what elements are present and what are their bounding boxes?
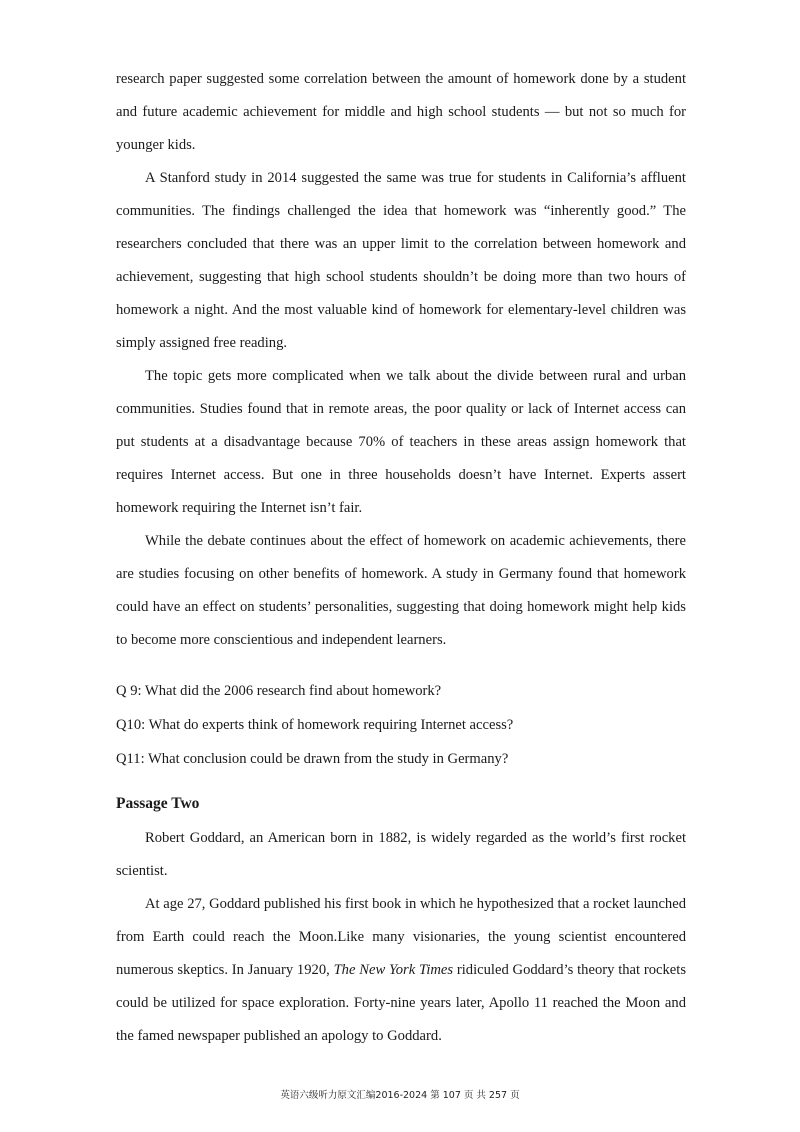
passage2-paragraph-2	[116, 888, 686, 1053]
question-10: Q10: What do experts think of homework requiring Internet access?	[116, 717, 514, 733]
passage-two-body	[116, 822, 686, 1053]
passage1-paragraph-4: While the debate continues about the effect of homework on academic achievements, there are studies focusing on other benefits of homework. A study in Germany found that homework could have an effect on students’ personalities, suggesting that doing homework might help kids to become more conscientious and independent learners.	[116, 533, 686, 648]
question-9: Q 9: What did the 2006 research find about homework?	[116, 683, 442, 699]
page-footer: 英语六级听力原文汇编2016-2024 第 107 页 共 257 页	[280, 1090, 520, 1101]
question-list	[116, 674, 686, 776]
passage2-paragraph-2-text-b: ridiculed Goddard’s theory that rockets could be utilized for space exploration. Forty-nine years later, Apollo 11 reached the Moon and the famed newspaper published an apology to Goddard.	[116, 962, 687, 1044]
question-11: Q11: What conclusion could be drawn from the study in Germany?	[116, 751, 509, 767]
newspaper-title: The New York Times	[333, 962, 454, 978]
passage1-paragraph-2: A Stanford study in 2014 suggested the same was true for students in California’s affluent communities. The findings challenged the idea that homework was “inherently good.” The researchers concluded that there was an upper limit to the correlation between homework and achievement, suggesting that high school students shouldn’t be doing more than two hours of homework a night. And the most valuable kind of homework for elementary-level children was simply assigned free reading.	[116, 170, 686, 351]
passage1-paragraph-3: The topic gets more complicated when we talk about the divide between rural and urban communities. Studies found that in remote areas, the poor quality or lack of Internet access can put students at a disadvantage because 70% of teachers in these areas assign homework that requires Internet access. But one in three households doesn’t have Internet. Experts assert homework requiring the Internet isn’t fair.	[116, 368, 686, 516]
passage1-paragraph-1: research paper suggested some correlation between the amount of homework done by a student and future academic achievement for middle and high school students — but not so much for younger kids.	[116, 71, 686, 153]
document-page	[116, 63, 686, 1053]
passage2-paragraph-2-text-a: At age 27, Goddard published his first book in which he hypothesized that a rocket launched from Earth could reach the Moon.Like many visionaries, the young scientist encountered numerous skeptics. In January 1920,	[116, 896, 686, 978]
passage2-paragraph-1: Robert Goddard, an American born in 1882, is widely regarded as the world’s first rocket scientist.	[116, 830, 686, 879]
passage-two-heading: Passage Two	[116, 795, 200, 812]
